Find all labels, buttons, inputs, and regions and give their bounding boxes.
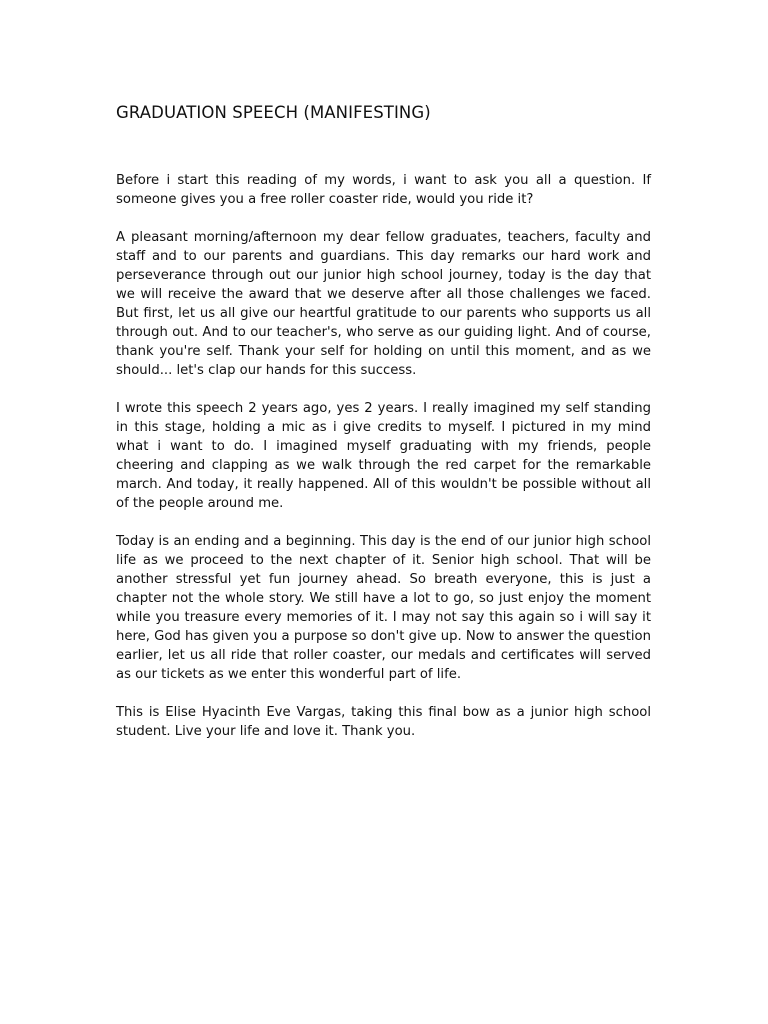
paragraph-reflection: I wrote this speech 2 years ago, yes 2 years. I really imagined my self standing in this stage, holding a mic as i give credits to myself. I pictured in my mind what i want to do. I imagined myself graduating with my friends, people cheering and clapping as we walk through the red carpet for the remarkable march. And today, it really happened. All of this wouldn't be possible without all of the people around me. — [116, 401, 651, 511]
paragraph-closing: This is Elise Hyacinth Eve Vargas, taking this final bow as a junior high school student. Live your life and love it. Thank you. — [116, 705, 651, 739]
document-title: GRADUATION SPEECH (MANIFESTING) — [116, 103, 431, 122]
paragraph-opening-question: Before i start this reading of my words, i want to ask you all a question. If someone gives you a free roller coaster ride, would you ride it? — [116, 173, 651, 207]
paragraph-ending-beginning: Today is an ending and a beginning. This day is the end of our junior high school life as we proceed to the next chapter of it. Senior high school. That will be another stressful yet fun journey ahead. So breath everyone, this is just a chapter not the whole story. We still have a lot to go, so just enjoy the moment while you treasure every memories of it. I may not say this again so i will say it here, God has given you a purpose so don't give up. Now to answer the question earlier, let us all ride that roller coaster, our medals and certificates will served as our tickets as we enter this wonderful part of life. — [116, 534, 651, 682]
document-body — [116, 101, 651, 741]
paragraph-greeting: A pleasant morning/afternoon my dear fellow graduates, teachers, faculty and staff and to our parents and guardians. This day remarks our hard work and perseverance through out our junior high school journey, today is the day that we will receive the award that we deserve after all those challenges we faced. But first, let us all give our heartful gratitude to our parents who supports us all through out. And to our teacher's, who serve as our guiding light. And of course, thank you're self. Thank your self for holding on until this moment, and as we should... let's clap our hands for this success. — [116, 230, 651, 378]
